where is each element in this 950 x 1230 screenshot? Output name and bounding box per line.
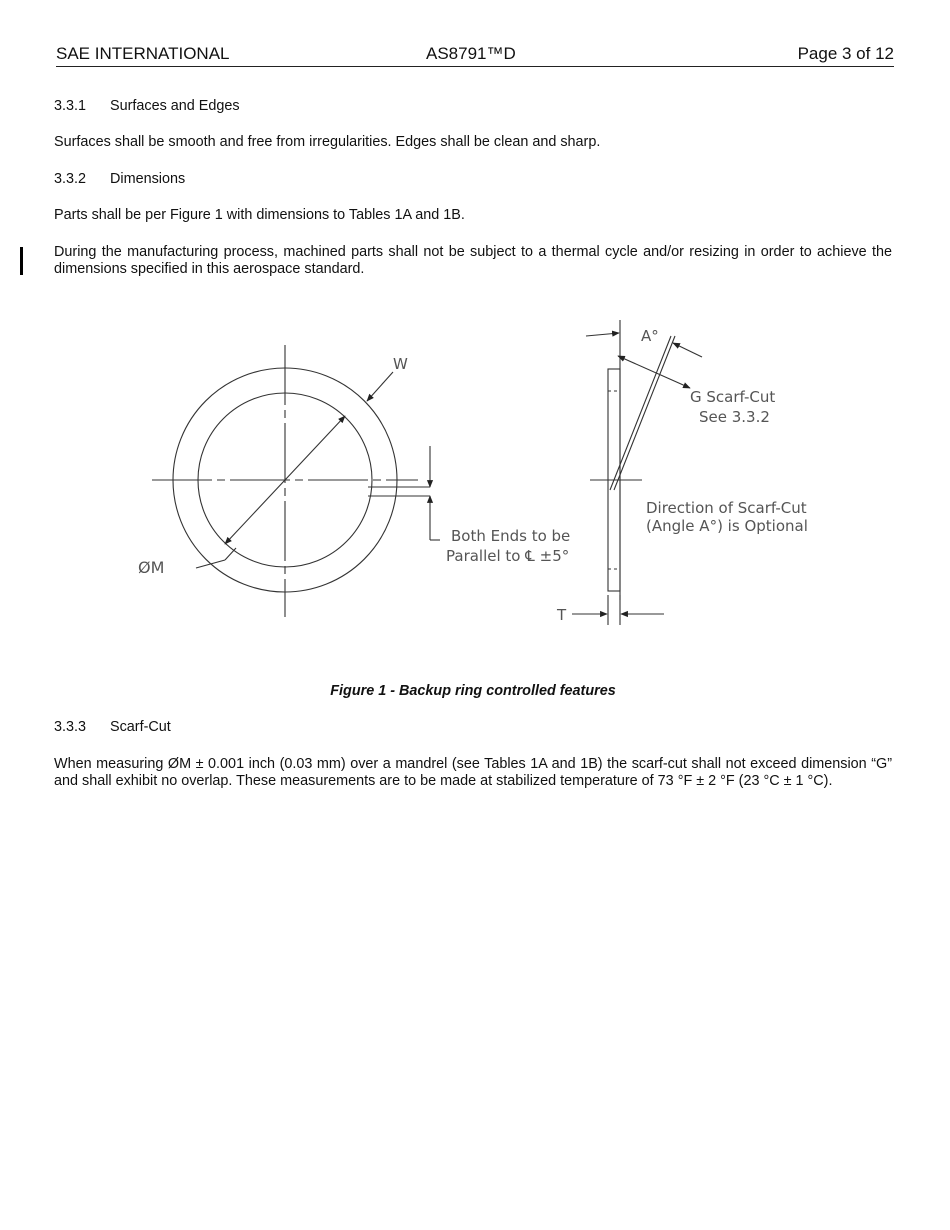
label-g-2: See 3.3.2: [699, 408, 770, 426]
section-title-3-3-2: Dimensions: [110, 171, 186, 187]
section-3-3-1-text: Surfaces shall be smooth and free from irregularities. Edges shall be clean and sharp.: [54, 134, 601, 150]
label-g-1: G Scarf-Cut: [690, 388, 776, 406]
label-w: W: [393, 355, 408, 373]
figure-1-drawing: [0, 300, 950, 660]
label-direction-2: (Angle A°) is Optional: [646, 517, 808, 535]
section-number-3-3-1: 3.3.1: [54, 98, 87, 114]
section-3-3-3-text: When measuring ØM ± 0.001 inch (0.03 mm) over a mandrel (see Tables 1A and 1B) the scarf-cut shall not exceed dimension “G” and shall exhibit no overlap. These measurements are to be made at stabilized temperature of 73 °F ± 2 °F (23 °C ± 1 °C).: [54, 756, 892, 789]
header-org: SAE INTERNATIONAL: [56, 44, 230, 63]
label-ends-2: Parallel to ℄ ±5°: [446, 547, 570, 565]
header-page-number: Page 3 of 12: [797, 44, 894, 63]
page-header: [56, 44, 894, 67]
section-3-3-2-text-2: During the manufacturing process, machined parts shall not be subject to a thermal cycle and/or resizing in order to achieve the dimensions specified in this aerospace standard.: [54, 244, 892, 277]
section-title-3-3-3: Scarf-Cut: [110, 719, 171, 735]
label-direction-1: Direction of Scarf-Cut: [646, 499, 807, 517]
revision-bar: [20, 247, 23, 275]
section-3-3-2-text-1: Parts shall be per Figure 1 with dimensions to Tables 1A and 1B.: [54, 207, 465, 223]
width-leader: [367, 372, 393, 401]
figure-caption: Figure 1 - Backup ring controlled features: [330, 683, 616, 699]
label-om: ØM: [138, 558, 165, 577]
label-t: T: [557, 606, 567, 624]
label-angle: A°: [641, 327, 659, 345]
section-title-3-3-1: Surfaces and Edges: [110, 98, 240, 114]
header-doc-id: AS8791™D: [426, 44, 516, 63]
section-number-3-3-3: 3.3.3: [54, 719, 87, 735]
label-ends-1: Both Ends to be: [451, 527, 571, 545]
section-number-3-3-2: 3.3.2: [54, 171, 87, 187]
